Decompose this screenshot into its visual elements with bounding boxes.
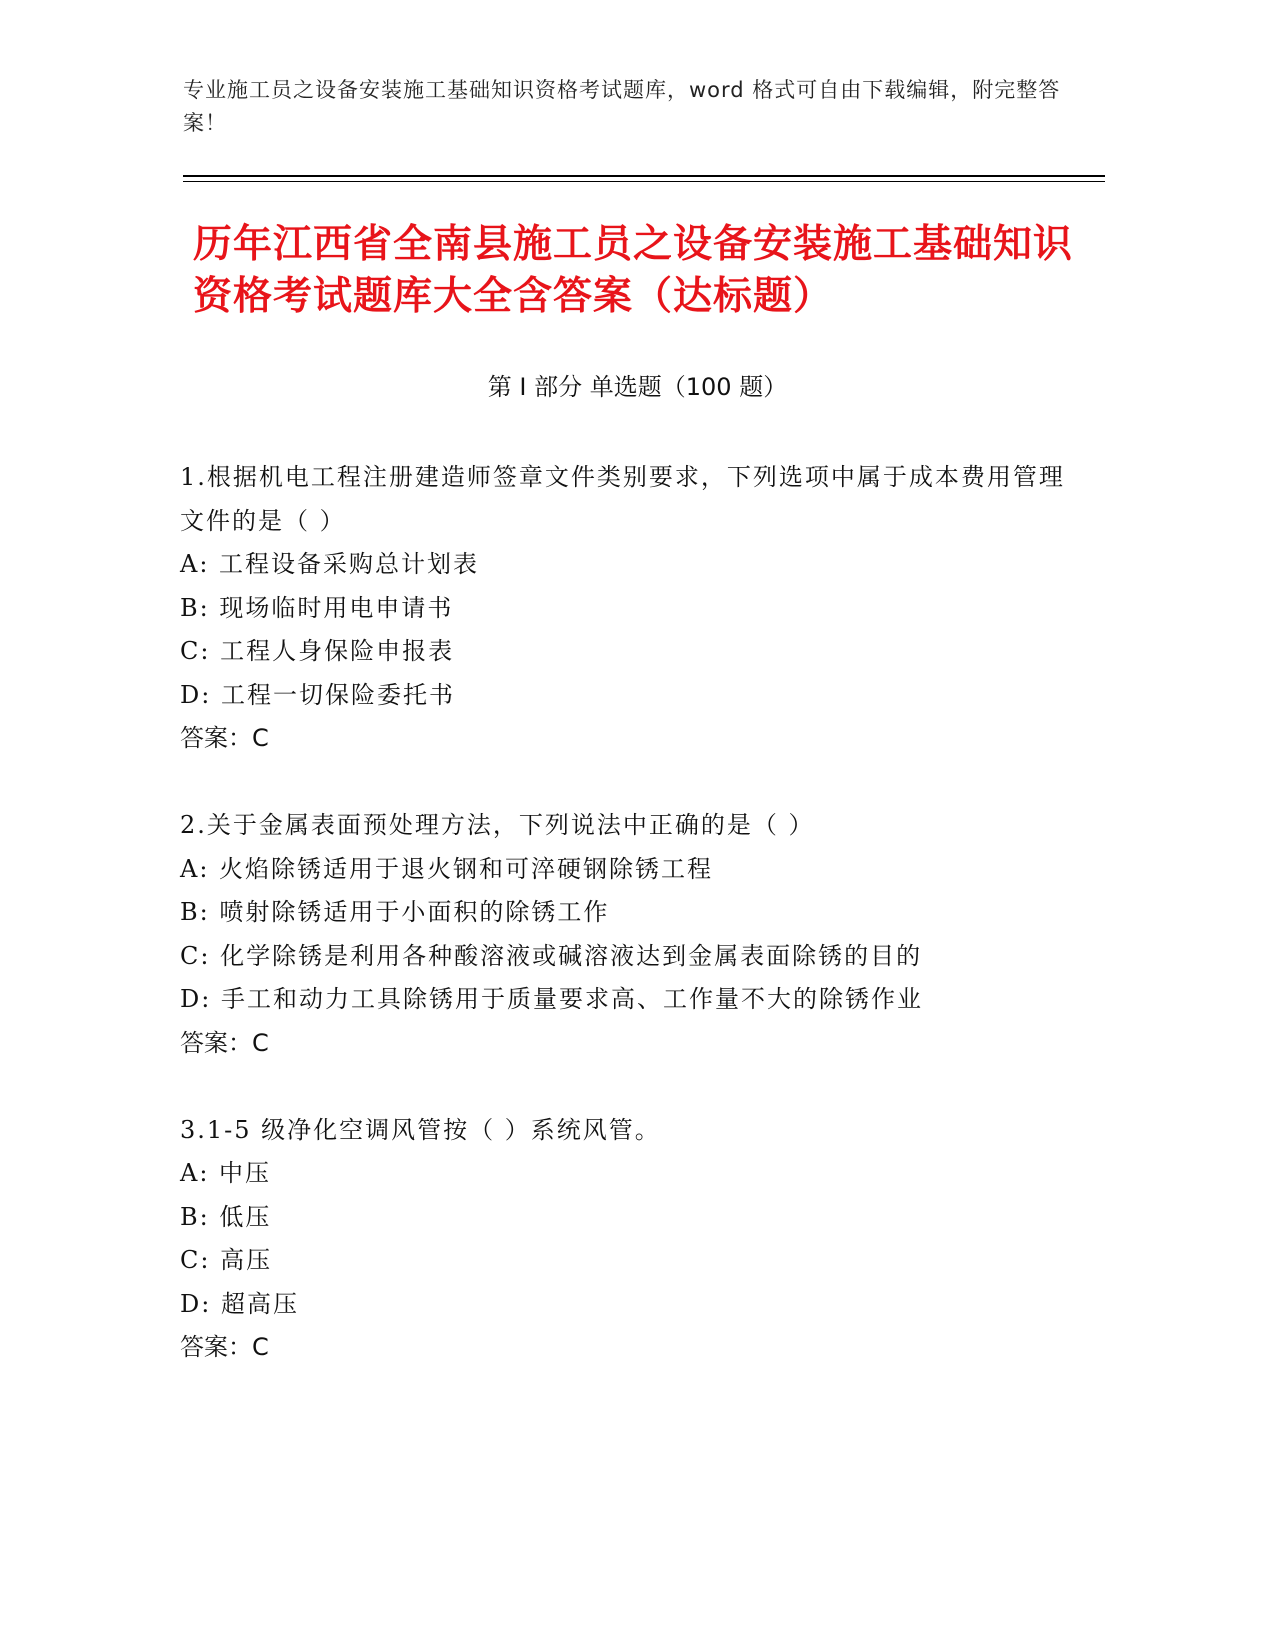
option-d: D: 超高压 (180, 1289, 299, 1318)
question-stem: 2.关于金属表面预处理方法，下列说法中正确的是（ ） (180, 811, 815, 839)
option-b: B: 喷射除锈适用于小面积的除锈工作 (180, 898, 610, 926)
question-2 (180, 804, 1080, 1065)
option-a: A: 中压 (180, 1159, 272, 1187)
question-stem: 1.根据机电工程注册建造师签章文件类别要求，下列选项中属于成本费用管理文件的是（ ） (180, 463, 1065, 535)
option-c: C: 高压 (180, 1246, 273, 1274)
option-c: C: 工程人身保险申报表 (180, 637, 455, 665)
answer: 答案：C (180, 1333, 269, 1361)
answer: 答案：C (180, 1028, 269, 1057)
document-title: 历年江西省全南县施工员之设备安装施工基础知识资格考试题库大全含答案（达标题） (193, 222, 1074, 319)
option-c: C: 化学除锈是利用各种酸溶液或碱溶液达到金属表面除锈的目的 (180, 941, 923, 970)
question-stem: 3.1-5 级净化空调风管按（ ）系统风管。 (180, 1115, 661, 1144)
option-d: D: 手工和动力工具除锈用于质量要求高、工作量不大的除锈作业 (180, 985, 923, 1013)
question-3 (180, 1109, 1080, 1370)
question-1 (180, 456, 1080, 761)
header-note: 专业施工员之设备安装施工基础知识资格考试题库，word 格式可自由下载编辑，附完整答案！ (183, 78, 1061, 135)
question-spacer (180, 761, 1080, 805)
question-spacer (180, 1065, 1080, 1109)
header-rule-thin (183, 181, 1105, 182)
header-rule-thick (183, 175, 1105, 177)
option-d: D: 工程一切保险委托书 (180, 680, 455, 709)
option-b: B: 现场临时用电申请书 (180, 593, 454, 622)
option-a: A: 火焰除锈适用于退火钢和可淬硬钢除锈工程 (180, 854, 714, 883)
answer: 答案：C (180, 724, 269, 752)
section-title: 第 I 部分 单选题（100 题） (487, 373, 788, 401)
question-list (180, 456, 1080, 1370)
option-b: B: 低压 (180, 1202, 272, 1231)
option-a: A: 工程设备采购总计划表 (180, 550, 480, 578)
